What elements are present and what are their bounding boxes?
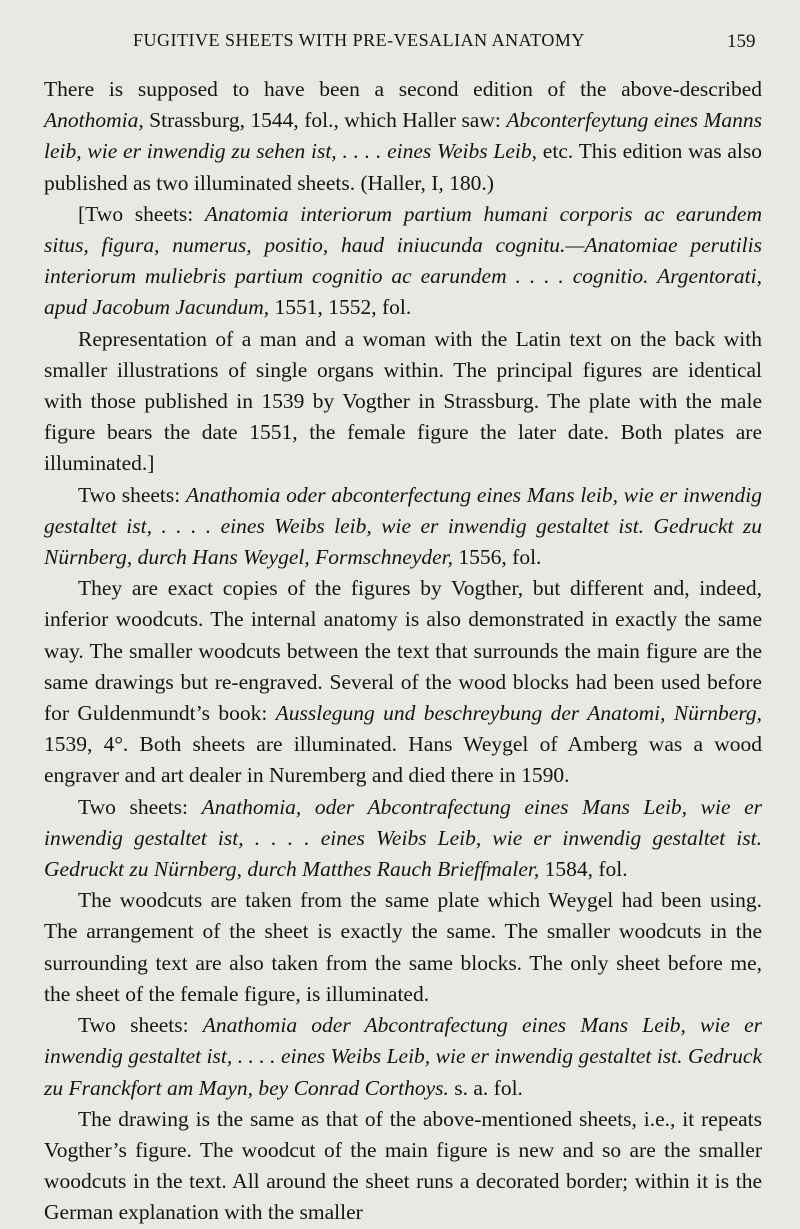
- body-text-run: Two sheets:: [78, 482, 187, 507]
- italic-title-text: Anathomia, oder Abcontrafectung eines Mans Leib, wie er inwendig gestaltet ist, . . . . eines Weibs Leib, wie er inwendig gestaltet ist. Gedruckt zu Nürnberg, durch Matthes Rauch Brieffmaler,: [44, 794, 762, 882]
- italic-title-text: Anathomia oder abconterfectung eines Mans leib, wie er inwendig gestaltet ist, . . . . eines Weibs leib, wie er inwendig gestaltet ist. Gedruckt zu Nürnberg, durch Hans Weygel, Formschneyder,: [44, 482, 762, 570]
- body-text-run: Strassburg, 1544, fol., which Haller saw:: [143, 108, 507, 133]
- paragraph: [44, 573, 762, 791]
- paragraph: [44, 199, 762, 324]
- italic-title-text: Abconterfeytung eines Manns leib, wie er inwendig zu sehen ist, . . . . eines Weibs Leib,: [44, 108, 762, 164]
- paragraph: [44, 74, 762, 199]
- body-text-run: Two sheets:: [78, 794, 202, 819]
- page-number: 159: [727, 31, 756, 52]
- paragraph: [44, 480, 762, 574]
- body-text-run: s. a. fol.: [448, 1075, 523, 1100]
- running-head: [0, 28, 800, 58]
- paragraph: [44, 324, 762, 480]
- body-text: [44, 74, 762, 1229]
- body-text-run: There is supposed to have been a second edition of the above-described: [44, 77, 762, 101]
- body-text-run: 1539, 4°. Both sheets are illuminated. Hans Weygel of Amberg was a wood engraver and art dealer in Nuremberg and died there in 1590.: [44, 732, 762, 788]
- body-text-run: Two sheets:: [78, 1013, 203, 1038]
- body-text-run: They are exact copies of the figures by Vogther, but different and, indeed, inferior woodcuts. The internal anatomy is also demonstrated in exactly the same way. The smaller woodcuts between the text that surrounds the main figure are the same drawings but re-engraved. Several of the wood blocks had been used before for Guldenmundt’s book:: [44, 576, 762, 726]
- italic-title-text: Anothomia,: [44, 108, 144, 133]
- italic-title-text: Ausslegung und beschreybung der Anatomi, Nürnberg,: [275, 701, 763, 726]
- paragraph: [44, 885, 762, 1010]
- body-text-run: The woodcuts are taken from the same plate which Weygel had been using. The arrangement of the sheet is exactly the same. The smaller woodcuts in the surrounding text are also taken from the same blocks. The only sheet before me, the sheet of the female figure, is illuminated.: [44, 888, 762, 1006]
- running-title: FUGITIVE SHEETS WITH PRE-VESALIAN ANATOMY: [133, 30, 585, 50]
- paragraph: [44, 1010, 762, 1104]
- body-text-run: The drawing is the same as that of the above-mentioned sheets, i.e., it repeats Vogther’s figure. The woodcut of the main figure is new and so are the smaller woodcuts in the text. All around the sheet runs a decorated border; within it is the German explanation with the smaller: [44, 1106, 762, 1225]
- body-text-run: etc. This edition was also published as two illuminated sheets. (Haller, I, 180.): [44, 139, 762, 195]
- paragraph: [44, 792, 762, 886]
- italic-title-text: Anatomia interiorum partium humani corporis ac earundem situs, figura, numerus, positio, haud iniucunda cognitu.—Anatomiae perutilis interiorum muliebris partium cognitio ac earundem . . . . cognitio. Argentorati, apud Jacobum Jacundum,: [44, 201, 762, 320]
- body-text-run: [Two sheets:: [78, 201, 205, 226]
- body-text-run: 1551, 1552, fol.: [269, 295, 412, 320]
- italic-title-text: Anathomia oder Abcontrafectung eines Mans Leib, wie er inwendig gestaltet ist, . . . . eines Weibs Leib, wie er inwendig gestaltet ist. Gedruck zu Franckfort am Mayn, bey Conrad Corthoys.: [44, 1013, 762, 1100]
- body-text-run: Representation of a man and a woman with the Latin text on the back with smaller illustrations of single organs within. The principal figures are identical with those published in 1539 by Vogther in Strassburg. The plate with the male figure bears the date 1551, the female figure the later date. Both plates are illuminated.]: [44, 326, 762, 476]
- body-text-run: 1584, fol.: [539, 857, 628, 882]
- paragraph: [44, 1104, 762, 1229]
- body-text-run: 1556, fol.: [453, 545, 542, 570]
